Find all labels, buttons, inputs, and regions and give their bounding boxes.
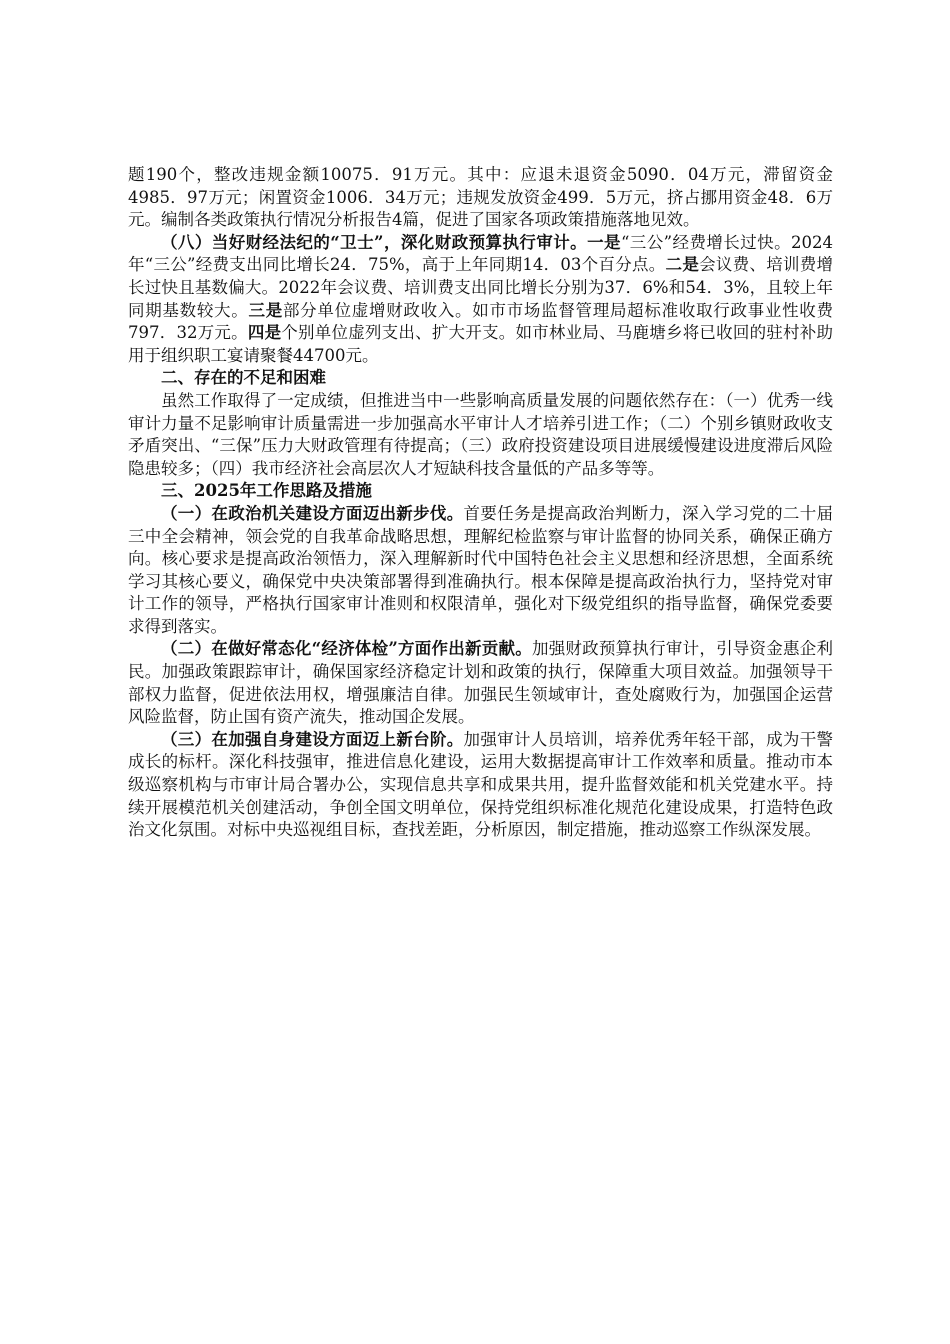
keyword-4: 四是 [247, 323, 282, 343]
item-3-text: 加强审计人员培训，培养优秀年轻干部，成为干警成长的标杆。深化科技强审，推进信息化建设，运用大数据提高审计工作效率和质量。推动市本级巡察机构与市审计局合署办公，实现信息共享和成果共用，提升监督效能和机关党建水平。持续开展模范机关创建活动，争创全国文明单位，保持党组织标准化规范化建设成果，打造特色政治文化氛围。对标中央巡视组目标，查找差距，分析原因，制定措施，推动巡察工作纵深发展。 [128, 729, 834, 840]
section-8-paragraph [128, 232, 833, 368]
section-2-heading: 二、存在的不足和困难 [161, 368, 326, 388]
keyword-3: 三是 [248, 300, 283, 320]
item-2-lead: （二）在做好常态化“经济体检”方面作出新贡献。 [161, 639, 532, 659]
section-2-paragraph: 虽然工作取得了一定成绩，但推进当中一些影响高质量发展的问题依然存在：（一）优秀一线审计力量不足影响审计质量需进一步加强高水平审计人才培养引进工作；（二）个别乡镇财政收支矛盾突出、“三保”压力大财政管理有待提高；（三）政府投资建设项目进展缓慢建设进度滞后风险隐患较多；（四）我市经济社会高层次人才短缺科技含量低的产品多等等。 [128, 390, 833, 478]
item-1-text: 首要任务是提高政治判断力，深入学习党的二十届三中全会精神，领会党的自我革命战略思想，理解纪检监察与审计监督的协同关系，确保正确方向。核心要求是提高政治领悟力，深入理解新时代中国特色社会主义思想和经济思想，全面系统学习其核心要义，确保党中央决策部署得到准确执行。根本保障是提高政治执行力，坚持党对审计工作的领导，严格执行国家审计准则和权限清单，强化对下级党组织的指导监督，确保党委要求得到落实。 [128, 503, 834, 636]
section-3-heading: 三、2025年工作思路及措施 [161, 481, 372, 501]
point-1-text: “三公”经费增长过快。2024年“三公”经费支出同比增长24．75%，高于上年同期14．03个百分点。 [128, 232, 833, 275]
item-1-lead: （一）在政治机关建设方面迈出新步伐。 [161, 503, 464, 523]
point-3-text: 部分单位虚增财政收入。如市市场监督管理局超标准收取行政事业性收费797．32万元。 [128, 300, 834, 343]
section-3-item-1 [128, 503, 833, 639]
intro-paragraph: 题190个，整改违规金额10075．91万元。其中：应退未退资金5090．04万元，滞留资金4985．97万元；闲置资金1006．34万元；违规发放资金499．5万元，挤占挪用资金48．6万元。编制各类政策执行情况分析报告4篇，促进了国家各项政策措施落地见效。 [128, 165, 833, 230]
item-2-text: 加强财政预算执行审计，引导资金惠企利民。加强政策跟踪审计，确保国家经济稳定计划和政策的执行，保障重大项目效益。加强领导干部权力监督，促进依法用权，增强廉洁自律。加强民生领域审计，查处腐败行为，加强国企运营风险监督，防止国有资产流失，推动国企发展。 [128, 639, 833, 727]
item-3-lead: （三）在加强自身建设方面迈上新台阶。 [161, 729, 464, 749]
keyword-2: 二是 [665, 255, 700, 275]
point-4-text: 个别单位虚列支出、扩大开支。如市林业局、马鹿塘乡将已收回的驻村补助用于组织职工宴请聚餐44700元。 [128, 323, 833, 365]
section-3-item-2 [128, 638, 833, 728]
section-3-item-3 [128, 729, 833, 842]
point-2-text: 会议费、培训费增长过快且基数偏大。2022年会议费、培训费支出同比增长分别为37．6%和54．3%，且较上年同期基数较大。 [128, 255, 834, 320]
document-body [128, 164, 833, 842]
section-8-heading: （八）当好财经法纪的“卫士”，深化财政预算执行审计。 [161, 232, 588, 252]
keyword-1: 一是 [587, 232, 621, 252]
